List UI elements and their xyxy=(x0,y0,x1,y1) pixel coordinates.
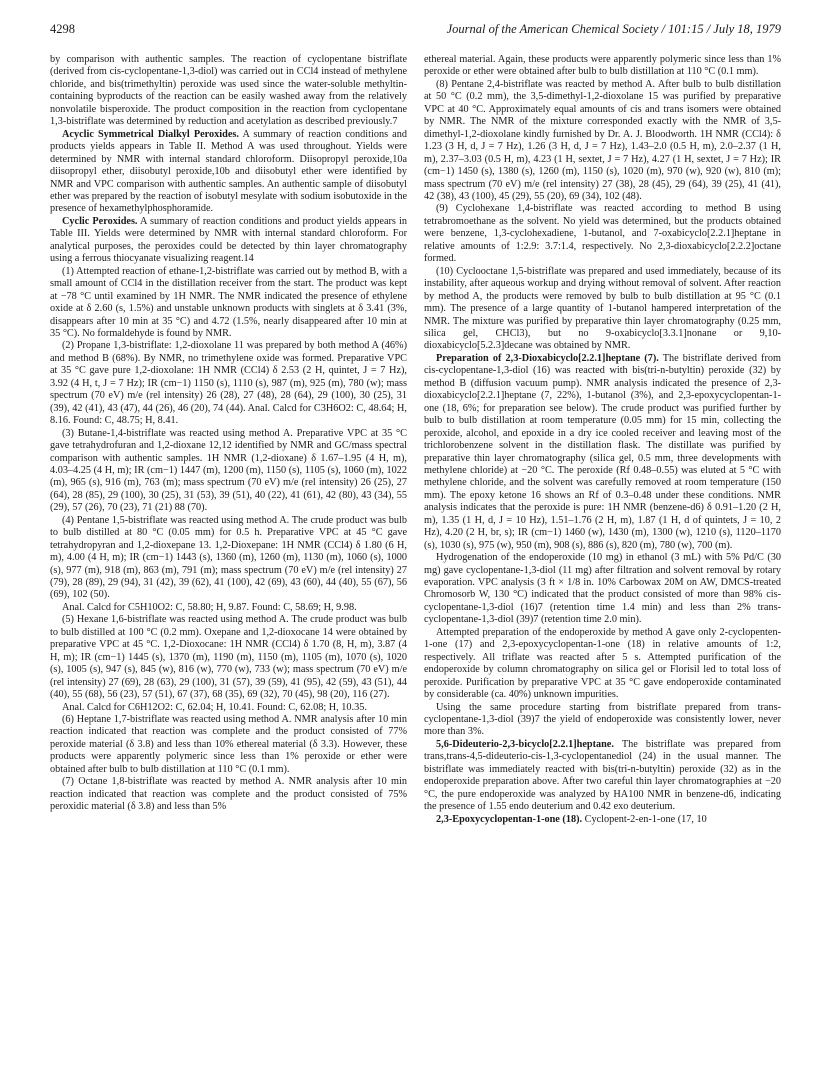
paragraph-text: Anal. Calcd for C5H10O2: C, 58.80; H, 9.87. Found: C, 58.69; H, 9.98. xyxy=(62,601,357,613)
run-in-heading: Cyclic Peroxides. xyxy=(62,215,138,227)
paragraph-text: (6) Heptane 1,7-bistriflate was reacted using method A. NMR analysis after 10 min reaction indicated that reaction was complete and the product consisted of 77% peroxide material (δ 3.8) and less than 10% ethereal material (δ 3.3). However, these products were apparently polymeric since less than 1% peroxide or ether were obtained after bulb to bulb distillation at 110 °C (0.1 mm). xyxy=(50,714,407,775)
paragraph xyxy=(50,266,407,341)
paragraph-text: The bistriflate derived from cis-cyclopentane-1,3-diol (16) was reacted with bis(tri-n-butyltin) peroxide (32) by method B (diffusion vacuum pump). NMR analysis indicated the presence of 2,3-dioxabicyclo[2.2.1]heptane (7, 22%), 1-butanol (3%), and 2,3-epoxycyclopentan-1-one (18, 6%; for preparation see below). The crude product was purified further by bulb to bulb distillation at room temperature (0.05 mm) for 15 min, collecting the peroxide, alcohol, and epoxide in a dry ice cooled receiver and leaving most of the trichlorobenzene solvent in the distillation flask. The distillate was purified by preparative thin layer chromatography (silica gel, 0.5 mm, three developments with methylene chloride) at −20 °C. The peroxide (Rf 0.48–0.55) was eluted at 5 °C with methylene chloride, and the solvent was carefully removed at room temperature (150 mm). The epoxy ketone 16 shows an Rf of 0.3–0.48 under these conditions. NMR analysis indicates that the peroxide is pure: 1H NMR (benzene-d6) δ 0.91–1.20 (2 H, m), 1.35 (1 H, d, J = 10 Hz), 1.51–1.76 (2 H, m), 1.87 (1 H, d of quintets, J = 10, 2 Hz), 4.20 (2 H, br, s); IR (cm−1) 1460 (w), 1430 (m), 1300 (w), 1210 (s), 1120–1170 (s), 1030 (s), 975 (w), 950 (m), 908 (s), 886 (s), 820 (m), 780 (w), 700 (m). xyxy=(424,352,781,551)
paragraph-text: (8) Pentane 2,4-bistriflate was reacted by method A. After bulb to bulb distillation at 50 °C (0.2 mm), the 3,5-dimethyl-1,2-dioxolane 15 was purified by preparative VPC at 40 °C. Approximately equal amounts of cis and trans isomers were obtained by NMR. The NMR of the mixture corresponded exactly with the NMR of 3,5-dimethyl-1,2-dioxolane kindly furnished by Dr. A. J. Bloodworth. 1H NMR (CCl4): δ 1.23 (3 H, d, J = 7 Hz), 1.26 (3 H, d, J = 7 Hz), 1.43–2.0 (0.5 H, m), 2.0–2.37 (1 H, m), 2.37–3.03 (0.5 H, m), 4.23 (1 H, sextet, J = 7 Hz), 4.27 (1 H, sextet, J = 7 Hz); IR (cm−1) 1450 (s), 1380 (s), 1260 (m), 1150 (s), 1020 (m), 970 (w), 920 (w), 810 (m); mass spectrum (70 eV) m/e (rel intensity) 27 (38), 28 (45), 29 (64), 39 (25), 41 (41), 42 (38), 43 (100), 45 (29), 55 (20), 69 (34), 102 (48). xyxy=(424,78,781,202)
run-in-heading: Preparation of 2,3-Dioxabicyclo[2.2.1]heptane (7). xyxy=(436,352,659,364)
paragraph xyxy=(424,266,781,353)
article-body xyxy=(50,54,781,1059)
paragraph-text: (5) Hexane 1,6-bistriflate was reacted using method A. The crude product was bulb to bulb distilled at 100 °C (0.2 mm). Oxepane and 1,2-dioxocane 14 were obtained by preparative VPC at 45 °C. 1,2-Dioxocane: 1H NMR (CCl4) δ 1.70 (8, H, m), 3.87 (4 H, m); IR (cm−1) 1445 (s), 1370 (m), 1190 (m), 1150 (m), 1105 (m), 1070 (s), 1020 (s), 1005 (s), 947 (s), 845 (w), 816 (w), 770 (w), 733 (w); mass spectrum (70 eV) m/e (rel intensity) 27 (69), 28 (63), 29 (100), 31 (57), 39 (59), 41 (95), 42 (59), 43 (51), 44 (40), 55 (68), 56 (23), 57 (51), 67 (37), 68 (35), 69 (32), 70 (45), 98 (20), 116 (27). xyxy=(50,614,407,701)
run-in-heading: 2,3-Epoxycyclopentan-1-one (18). xyxy=(436,813,583,825)
paragraph xyxy=(424,203,781,265)
paragraph xyxy=(424,814,781,826)
paragraph xyxy=(50,340,407,427)
paragraph-text: Attempted preparation of the endoperoxide by method A gave only 2-cyclopenten-1-one (17) and 2,3-epoxycyclopentan-1-one (18) in relative amounts of 1:2, respectively. All triflate was reacted after 5 s. Attempted purification of the endoperoxide by column chromatography on silica gel or Florisil led to total loss of peroxide. Purification by preparative VPC at 35 °C gave endoperoxide contaminated by considerable (ca. 40%) unknown impurities. xyxy=(424,626,781,701)
paragraph xyxy=(424,79,781,204)
paragraph-text: (10) Cyclooctane 1,5-bistriflate was prepared and used immediately, because of its instability, after aqueous workup and drying without removal of solvent. After reaction by method A, the products were removed by bulb to bulb distillation at 95 °C (0.1 mm). The presence of a large quantity of 1-butanol hampered interpretation of the NMR. The mixture was purified by preparative thin layer chromatography (0.25 mm, silica gel, CHCl3), but no 9-oxabicyclo[3.3.1]nonane or 9,10-dioxabicyclo[5.2.3]decane was obtained by NMR. xyxy=(424,265,781,352)
paragraph xyxy=(50,129,407,216)
paragraph xyxy=(50,702,407,714)
paragraph-text: The bistriflate was prepared from trans,trans-4,5-dideuterio-cis-1,3-cyclopentanediol (24) in the usual manner. The bistriflate was immediately reacted with bis(tri-n-butyltin) peroxide (32) as in the endoperoxide preparation above. After two careful thin layer chromatographies at −20 °C, the pure endoperoxide was analyzed by HA100 NMR in benzene-d6, indicating the presence of 1.55 endo deuterium and 0.42 exo deuterium. xyxy=(424,738,781,813)
right-column xyxy=(424,54,781,1059)
paragraph xyxy=(50,614,407,701)
paragraph xyxy=(50,602,407,614)
paragraph-text: (9) Cyclohexane 1,4-bistriflate was reacted according to method B using tetrabromoethane as the solvent. No yield was determined, but the products obtained were benzene, 1,3-cyclohexadiene, 1-butanol, and 7-oxabicyclo[2.2.1]heptane in relative amounts of 1:2.9: 3.7:1.4, respectively. No 2,3-dioxabicyclo[2.2.2]octane formed. xyxy=(424,203,781,265)
paragraph-text: (3) Butane-1,4-bistriflate was reacted using method A. Preparative VPC at 35 °C gave tetrahydrofuran and 1,2-dioxane 12,12 identified by NMR and GC/mass spectral comparison with authentic samples. 1H NMR (1,2-dioxane) δ 1.67–1.95 (4 H, m), 4.03–4.25 (4 H, m); IR (cm−1) 1447 (m), 1200 (m), 1150 (s), 1105 (s), 1060 (m), 1022 (m), 965 (s), 916 (m), 763 (m); mass spectrum (70 eV) m/e (rel intensity) 26 (25), 27 (64), 28 (85), 29 (100), 30 (25), 31 (53), 39 (51), 40 (22), 41 (61), 42 (80), 43 (34), 55 (29), 57 (26), 70 (23), 71 (21) 88 (70). xyxy=(50,427,407,514)
page-header xyxy=(50,22,781,40)
paragraph-text: (7) Octane 1,8-bistriflate was reacted by method A. NMR analysis after 10 min reaction indicated that reaction was complete and the product consisted of 75% peroxidic material (δ 3.8) and less than 5% xyxy=(50,776,407,813)
paragraph xyxy=(424,552,781,627)
paragraph-text: A summary of reaction conditions and products yields appears in Table II. Method A was used throughout. Yields were determined by NMR with internal standard chloroform. Diisopropyl peroxide,10a diisopropyl ether, diisobutyl peroxide,10b and diisobutyl ether were identified by NMR and VPC comparison with authentic samples. An authentic sample of diisobutyl ether was prepared by the reaction of isobutyl mesylate with sodium isobutoxide in the presence of hexamethylphosphoramide. xyxy=(50,128,407,215)
paragraph xyxy=(424,54,781,79)
paragraph xyxy=(50,714,407,776)
left-column xyxy=(50,54,407,1059)
run-in-heading: 5,6-Dideuterio-2,3-bicyclo[2.2.1]heptane. xyxy=(436,738,614,750)
journal-running-head: Journal of the American Chemical Society / 101:15 / July 18, 1979 xyxy=(446,22,781,36)
paragraph xyxy=(424,627,781,702)
paragraph-text: by comparison with authentic samples. The reaction of cyclopentane bistriflate (derived from cis-cyclopentane-1,3-diol) was carried out in CCl4 instead of methylene chloride, and bis(trimethyltin) peroxide was used since the water-soluble methyltin-containing byproducts of the reaction can be easily washed away from the relatively nonvolatile bisperoxide. The product composition in the reaction from cyclopentane 1,3-bistriflate was determined by reduction and acetylation as described previously.7 xyxy=(50,54,407,128)
paragraph xyxy=(50,54,407,129)
paragraph-text: Cyclopent-2-en-1-one (17, 10 xyxy=(582,813,707,825)
paragraph xyxy=(424,353,781,552)
paragraph xyxy=(50,776,407,813)
paragraph xyxy=(50,216,407,266)
page-number: 4298 xyxy=(50,22,75,36)
paragraph xyxy=(50,515,407,602)
paragraph-text: Anal. Calcd for C6H12O2: C, 62.04; H, 10.41. Found: C, 62.08; H, 10.35. xyxy=(62,701,367,713)
paragraph xyxy=(424,702,781,739)
paragraph-text: (4) Pentane 1,5-bistriflate was reacted using method A. The crude product was bulb to bulb distilled at 80 °C (0.05 mm) for 0.5 h. Preparative VPC at 45 °C gave tetrahydropyran and 1,2-dioxepane 13. 1,2-Dioxepane: 1H NMR (CCl4) δ 1.80 (6 H, m), 4.00 (4 H, m); IR (cm−1) 1443 (s), 1360 (m), 1260 (m), 1130 (m), 1060 (s), 1000 (s), 977 (m), 918 (m), 863 (m), 791 (m); mass spectrum (70 eV) m/e (rel intensity) 27 (79), 28 (89), 29 (94), 31 (42), 39 (62), 41 (100), 42 (69), 43 (60), 44 (40), 55 (67), 56 (69), 102 (50). xyxy=(50,514,407,601)
paragraph xyxy=(50,428,407,515)
paragraph-text: Hydrogenation of the endoperoxide (10 mg) in ethanol (3 mL) with 5% Pd/C (30 mg) gave cyclopentane-1,3-diol (11 mg) after filtration and solvent removal by rotary evaporation. VPC analysis (3 ft × 1/8 in. 10% Carbowax 20M on AW, DMCS-treated Chromosorb W, 130 °C) indicated that the product consisted of more than 98% cis-cyclopentane-1,3-diol (16)7 (retention time 1.4 min) and less than 2% trans-cyclopentane-1,3-diol (39)7 (retention time 2.0 min). xyxy=(424,552,781,626)
paragraph-text: Using the same procedure starting from bistriflate prepared from trans-cyclopentane-1,3-diol (39)7 the yield of endoperoxide was consistently lower, never more than 3%. xyxy=(424,701,781,738)
paragraph-text: A summary of reaction conditions and product yields appears in Table III. Yields were determined by NMR with internal standard chloroform. For analytical purposes, the peroxides could be detected by thin layer chromatography using a ferrous thiocyanate visualizing reagent.14 xyxy=(50,215,407,265)
paragraph xyxy=(424,739,781,814)
paragraph-text: (1) Attempted reaction of ethane-1,2-bistriflate was carried out by method B, with a small amount of CCl4 in the distillation receiver from the start. The product was kept at −78 °C until examined by 1H NMR. The NMR indicated the presence of ethylene oxide at δ 2.60 (s, 1.5%) and unstable unknown products with singlets at δ 3.41 (3%, disappears after 10 min at 35 °C) and 4.72 (1.5%, nearly disappeared after 10 min at 35 °C). No formaldehyde is found by NMR. xyxy=(50,265,407,339)
paragraph-text: (2) Propane 1,3-bistriflate: 1,2-dioxolane 11 was prepared by both method A (46%) and method B (68%). By NMR, no trimethylene oxide was formed. Preparative VPC at 35 °C gave pure 1,2-dioxolane: 1H NMR (CCl4) δ 2.53 (2 H, quintet, J = 7 Hz), 3.92 (4 H, t, J = 7 Hz); IR (cm−1) 1150 (s), 1110 (s), 987 (m), 925 (m), 780 (w); mass spectrum (70 eV) m/e (rel intensity) 26 (28), 27 (48), 28 (64), 29 (100), 30 (25), 31 (39), 42 (41), 43 (47), 44 (26), 46 (20), 74 (44). Anal. Calcd for C3H6O2: C, 48.64; H, 8.16. Found: C, 48.75; H, 8.41. xyxy=(50,340,407,427)
run-in-heading: Acyclic Symmetrical Dialkyl Peroxides. xyxy=(62,128,239,140)
paragraph-text: ethereal material. Again, these products were apparently polymeric since less than 1% peroxide or ether were obtained after bulb to bulb distillation at 110 °C (0.1 mm). xyxy=(424,54,781,78)
